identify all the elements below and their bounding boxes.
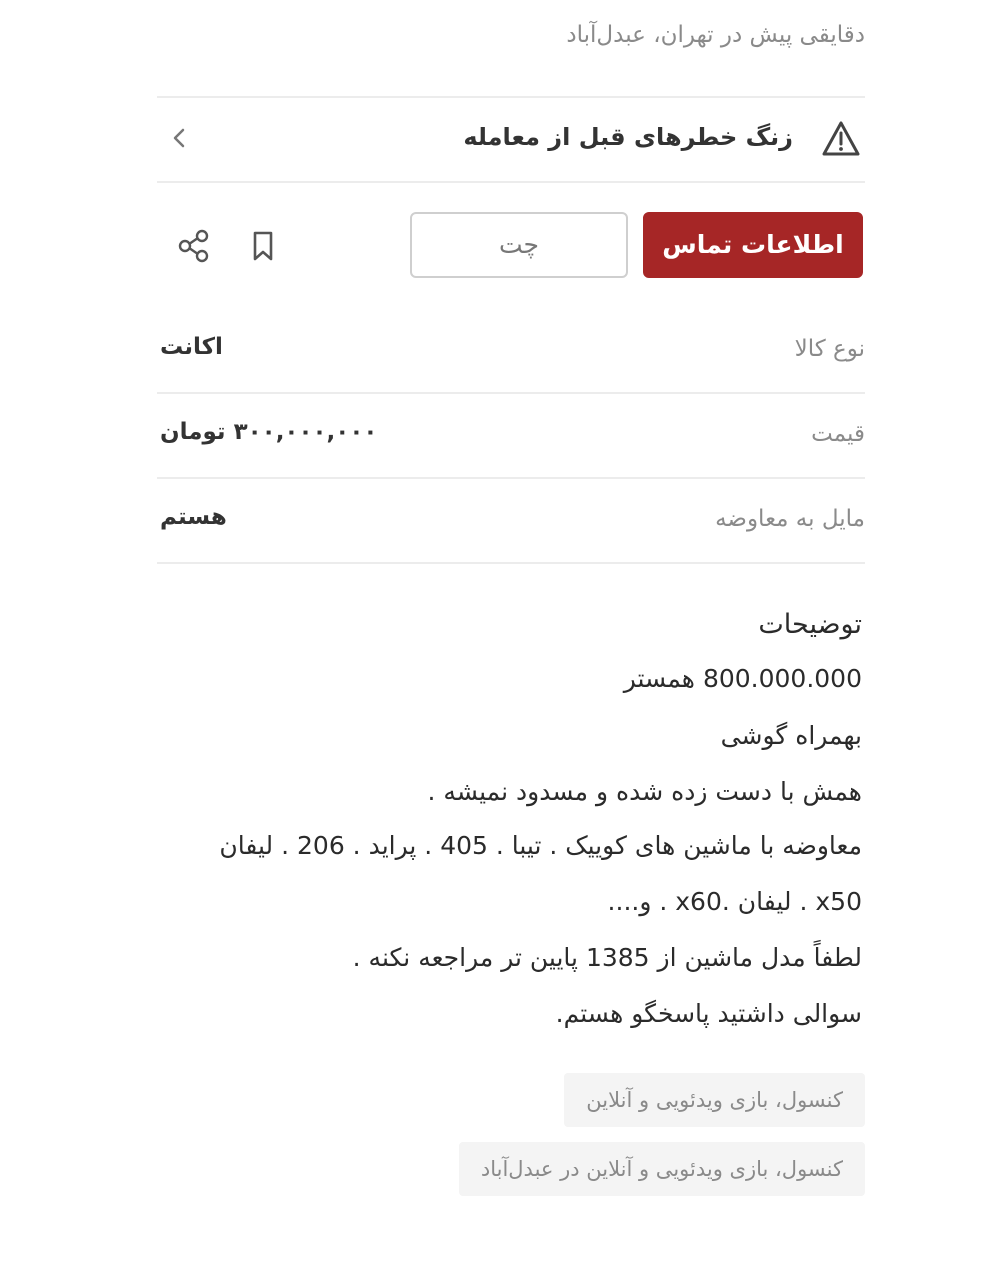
- chevron-left-icon: [169, 126, 189, 150]
- detail-row-item-type: [157, 310, 865, 394]
- safety-warnings-label: زنگ خطرهای قبل از معامله: [463, 123, 793, 151]
- detail-row-price: [157, 395, 865, 479]
- divider: [157, 562, 865, 564]
- price-value: ۳۰۰,۰۰۰,۰۰۰ تومان: [160, 419, 378, 445]
- detail-label: مایل به معاوضه: [715, 506, 865, 532]
- description-line: x50 . لیفان .x60 . و....: [607, 887, 862, 916]
- divider: [157, 96, 865, 98]
- description-line: 800.000.000 همستر: [623, 664, 862, 693]
- description-line: همش با دست زده شده و مسدود نمیشه .: [427, 777, 862, 806]
- divider: [157, 392, 865, 394]
- contact-info-button[interactable]: اطلاعات تماس: [643, 212, 863, 278]
- category-location-tag[interactable]: کنسول، بازی ویدئویی و آنلاین در عبدل‌آباد: [459, 1142, 865, 1196]
- description-line: معاوضه با ماشین های کوییک . تیبا . 405 . پراید . 206 . لیفان: [219, 831, 862, 860]
- detail-value: هستم: [160, 504, 227, 530]
- warning-triangle-icon: [821, 120, 861, 158]
- bookmark-icon[interactable]: [243, 226, 283, 266]
- description-line: بهمراه گوشی: [720, 721, 862, 750]
- detail-label: قیمت: [811, 421, 865, 447]
- posted-time-location: دقایقی پیش در تهران، عبدل‌آباد: [566, 22, 865, 48]
- description-title: توضیحات: [758, 609, 862, 640]
- description-line: لطفاً مدل ماشین از 1385 پایین تر مراجعه نکنه .: [352, 943, 862, 972]
- detail-row-exchange: [157, 480, 865, 564]
- detail-value: اکانت: [160, 334, 223, 360]
- divider: [157, 477, 865, 479]
- category-tag[interactable]: کنسول، بازی ویدئویی و آنلاین: [564, 1073, 865, 1127]
- divider: [157, 181, 865, 183]
- safety-warnings-link[interactable]: [157, 110, 865, 170]
- description-line: سوالی داشتید پاسخگو هستم.: [555, 999, 862, 1028]
- chat-button[interactable]: چت: [410, 212, 628, 278]
- share-icon[interactable]: [174, 226, 214, 266]
- detail-label: نوع کالا: [794, 336, 865, 362]
